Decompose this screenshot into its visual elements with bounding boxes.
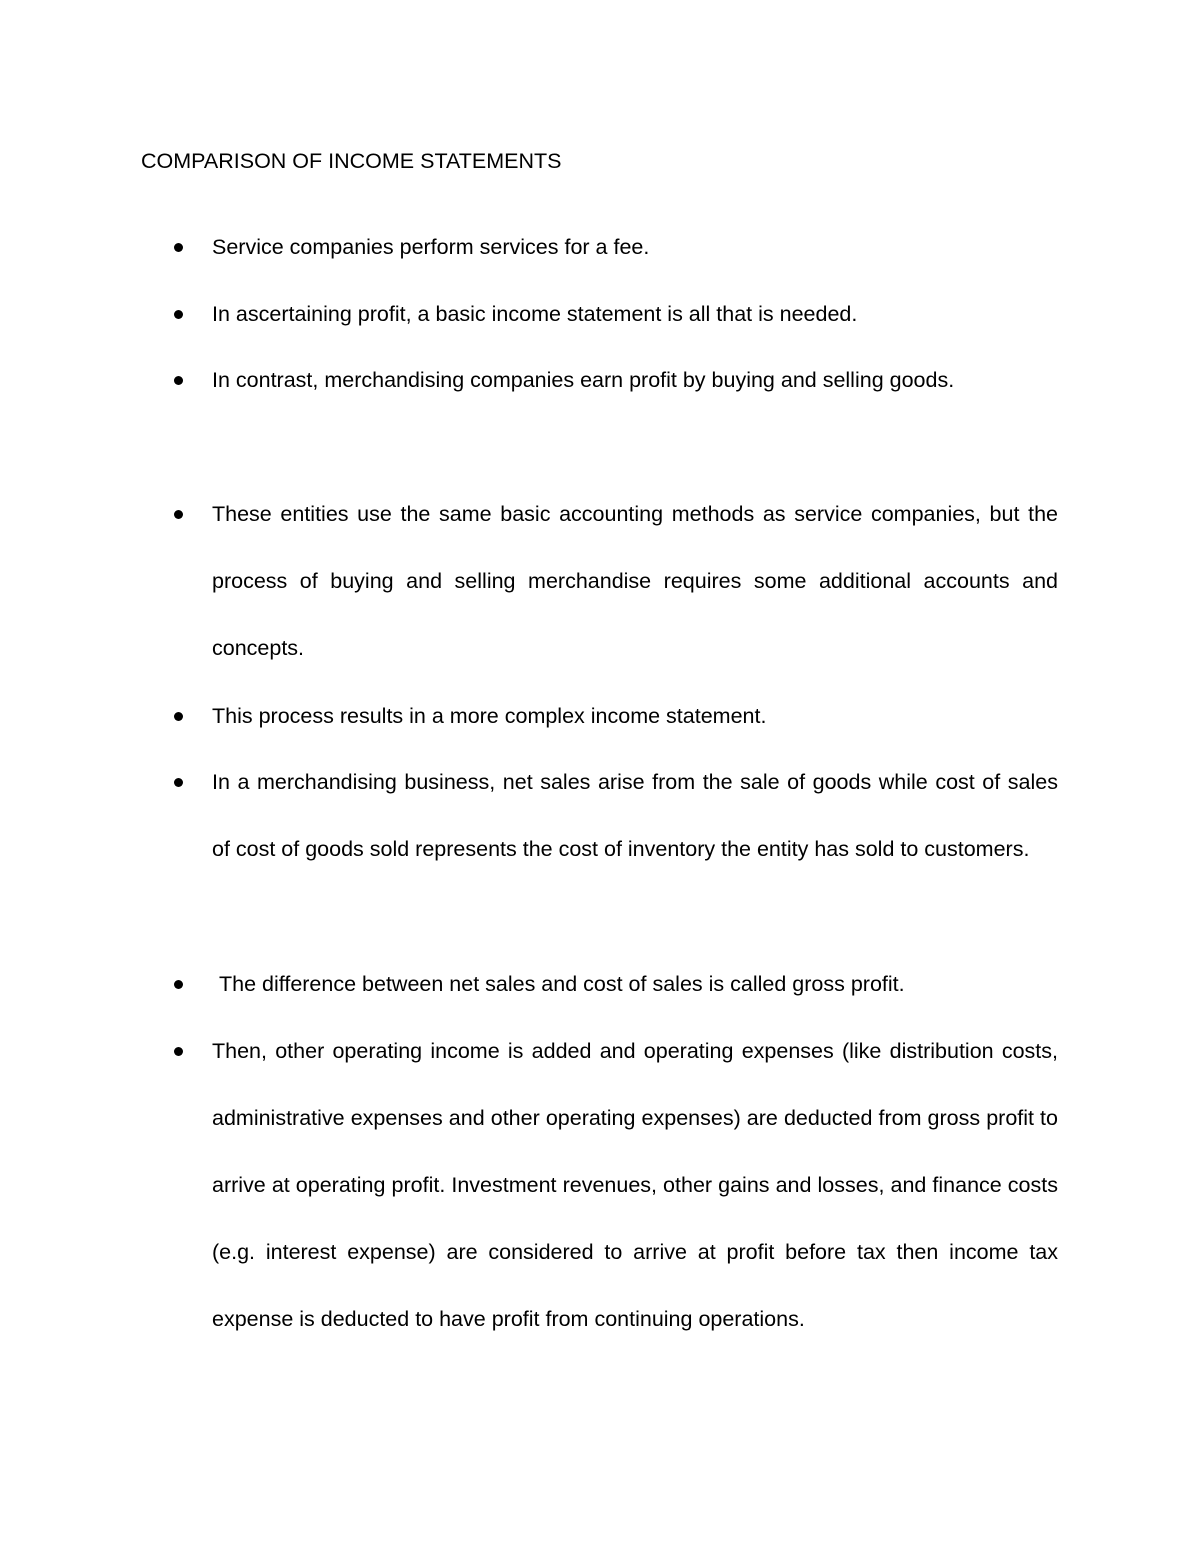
- bullet-icon: [174, 712, 183, 721]
- document-title: COMPARISON OF INCOME STATEMENTS: [141, 149, 562, 173]
- bullet-item: [212, 1018, 1058, 1353]
- bullet-icon: [174, 1047, 183, 1056]
- bullet-item: [212, 347, 1058, 414]
- bullet-icon: [174, 510, 183, 519]
- bullet-item: [212, 481, 1058, 682]
- bullet-icon: [174, 980, 183, 989]
- bullet-item: [212, 281, 1058, 348]
- bullet-icon: [174, 778, 183, 787]
- bullet-item: [212, 749, 1058, 883]
- bullet-text: This process results in a more complex income statement.: [212, 704, 767, 728]
- bullet-icon: [174, 376, 183, 385]
- bullet-item: [212, 214, 1058, 281]
- bullet-icon: [174, 310, 183, 319]
- bullet-icon: [174, 243, 183, 252]
- bullet-text: Then, other operating income is added and operating expenses (like distribution costs, administrative expenses and other operating expenses) are deducted from gross profit to arrive at operating profit. Investment revenues, other gains and losses, and finance costs (e.g. interest expense) are considered to arrive at profit before tax then income tax expense is deducted to have profit from continuing operations.: [212, 1039, 1058, 1331]
- bullet-text: Service companies perform services for a fee.: [212, 235, 650, 259]
- bullet-item: [212, 683, 1058, 750]
- bullet-text: The difference between net sales and cost of sales is called gross profit.: [219, 972, 905, 996]
- bullet-text: In a merchandising business, net sales arise from the sale of goods while cost of sales of cost of goods sold represents the cost of inventory the entity has sold to customers.: [212, 770, 1058, 861]
- bullet-text: These entities use the same basic accounting methods as service companies, but the process of buying and selling merchandise requires some additional accounts and concepts.: [212, 502, 1058, 660]
- bullet-text: In ascertaining profit, a basic income statement is all that is needed.: [212, 302, 858, 326]
- bullet-item: [212, 951, 1058, 1018]
- bullet-text: In contrast, merchandising companies earn profit by buying and selling goods.: [212, 368, 955, 392]
